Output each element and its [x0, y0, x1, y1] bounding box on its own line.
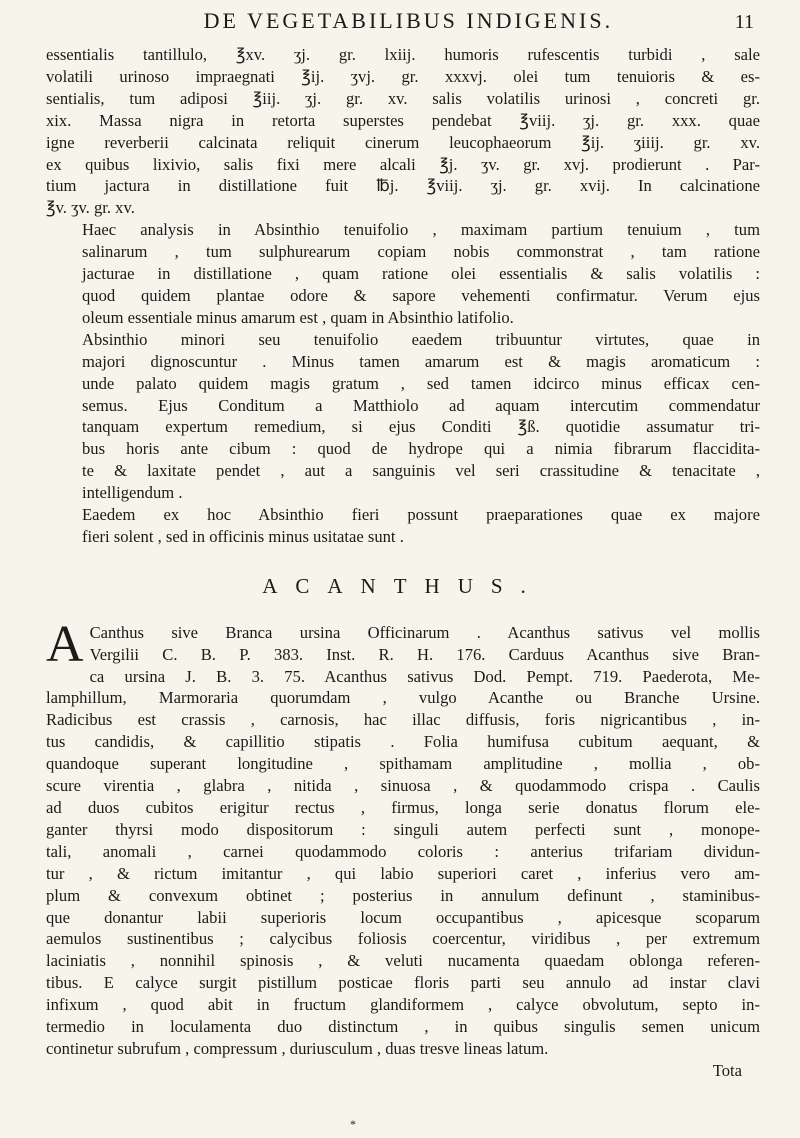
text-line: tur , & rictum imitantur , qui labio superiori caret , inferius vero am-: [46, 863, 760, 883]
section-heading-acanthus: ACANTHUS.: [262, 573, 544, 598]
text-line: ex quibus lixivio, salis fixi mere alcali ℥j. ʒv. gr. xvj. prodierunt . Par-: [46, 154, 760, 174]
text-line: quandoque superant longitudine , spithamam amplitudine , mollia , ob-: [46, 754, 760, 774]
text-line: continetur subrufum , compressum , duriusculum , duas tresve lineas latum.: [46, 1038, 549, 1058]
page-number: 11: [734, 11, 754, 33]
running-title: DE VEGETABILIBUS INDIGENIS.: [203, 8, 614, 33]
text-line: sentialis, tum adiposi ℥iij. ʒj. gr. xv. salis volatilis urinosi , concreti gr.: [46, 88, 760, 108]
text-line: que donantur labii superioris locum occupantibus , apicesque scoparum: [46, 907, 760, 927]
text-line: igne reverberii calcinata reliquit cinerum leucophaeorum ℥ij. ʒiiij. gr. xv.: [46, 132, 760, 152]
text-line: bus horis ante cibum : quod de hydrope qui a nimia fibrarum flaccidita-: [82, 439, 760, 459]
catchword: Tota: [712, 1060, 742, 1080]
text-line: ad duos cubitos erigitur rectus , firmus, longa serie donatus florum ele-: [46, 798, 760, 817]
paragraph-analysis-results: [46, 44, 760, 219]
text-line: scure virentia , glabra , nitida , sinuosa , & quodammodo crispa . Caulis: [46, 776, 760, 796]
text-line: fieri solent , sed in officinis minus usitatae sunt .: [82, 526, 404, 546]
text-line: ℥v. ʒv. gr. xv.: [46, 198, 135, 218]
text-line: tibus. E calyce surgit pistillum posticae floris parti seu annulo ad instar clavi: [46, 973, 760, 993]
text-line: termedio in loculamenta duo distinctum , in quibus singulis semen unicum: [46, 1017, 760, 1037]
text-line: Radicibus est crassis , carnosis, hac illac diffusis, foris nigricantibus , in-: [46, 710, 760, 730]
text-line: tus candidis, & capillitio stipatis . Folia humifusa cubitum aequant, &: [46, 732, 760, 752]
paragraph-analysis-summary: [46, 219, 760, 329]
text-line: volatili urinoso impraegnati ℥ij. ʒvj. gr. xxxvj. olei tum tenuioris & es-: [46, 66, 760, 86]
text-line: te & laxitate pendet , aut a sanguinis vel seri crassitudine & tenacitate ,: [82, 461, 760, 481]
text-line: Canthus sive Branca ursina Officinarum . Acanthus sativus vel mollis: [89, 622, 760, 642]
paragraph-preparations: [46, 504, 760, 548]
paragraph-acanthus-description: [46, 615, 760, 1060]
text-line: Haec analysis in Absinthio tenuifolio , maximam partium tenuium , tum: [82, 220, 760, 240]
text-line: oleum essentiale minus amarum est , quam in Absinthio latifolio.: [82, 307, 514, 327]
text-line: unde palato quidem magis gratum , sed tamen idcirco minus efficax cen-: [82, 373, 760, 393]
text-line: infixum , quod abit in fructum glandiformem , calyce obvolutum, septo in-: [46, 995, 760, 1015]
text-line: intelligendum .: [82, 483, 183, 503]
text-line: jacturae in distillatione , quam ratione olei essentialis & salis volatilis :: [82, 264, 760, 284]
page-body: [46, 44, 760, 1082]
text-line: tium jactura in distillatione fuit ℔j. ℥viij. ʒj. gr. xvij. In calcinatione: [46, 176, 760, 196]
signature-mark: *: [350, 1117, 356, 1131]
paragraph-virtues: [46, 329, 760, 504]
text-line: aemulos sustinentibus ; calycibus foliosis coercentur, viridibus , per extremum: [46, 929, 760, 949]
text-line: lamphillum, Marmoraria quorumdam , vulgo Acanthe ou Branche Ursine.: [46, 688, 760, 708]
text-line: ganter thyrsi modo dispositorum : singuli autem perfecti sunt , monope-: [46, 819, 760, 839]
text-line: plum & convexum obtinet ; posterius in annulum definunt , staminibus-: [46, 885, 760, 905]
drop-cap: A: [46, 615, 84, 673]
text-line: tanquam expertum remedium, si ejus Conditi ℥ß. quotidie assumatur tri-: [82, 417, 760, 437]
text-line: Vergilii C. B. P. 383. Inst. R. H. 176. Carduus Acanthus sive Bran-: [89, 644, 760, 664]
text-line: Absinthio minori seu tenuifolio eaedem tribuuntur virtutes, quae in: [82, 329, 760, 349]
text-line: quod quidem plantae odore & sapore vehementi confirmatur. Verum ejus: [82, 285, 760, 305]
text-line: ca ursina J. B. 3. 75. Acanthus sativus Dod. Pempt. 719. Paederota, Me-: [89, 666, 760, 686]
text-line: xix. Massa nigra in retorta superstes pendebat ℥viij. ʒj. gr. xxx. quae: [46, 110, 760, 130]
text-line: essentialis tantillulo, ℥xv. ʒj. gr. lxiij. humoris rufescentis turbidi , sale: [46, 45, 760, 64]
text-line: majori dignoscuntur . Minus tamen amarum est & magis aromaticum :: [82, 351, 760, 371]
running-head: [42, 0, 758, 34]
text-line: laciniatis , nonnihil spinosis , & veluti nucamenta quaedam oblonga referen-: [46, 951, 760, 971]
text-line: salinarum , tum sulphurearum copiam nobis commonstrat , tam ratione: [82, 242, 760, 262]
text-line: semus. Ejus Conditum a Matthiolo ad aquam intercutim commendatur: [82, 395, 760, 415]
text-line: tali, anomali , carnei quodammodo coloris : anterius trifariam dividun-: [46, 841, 760, 861]
text-line: Eaedem ex hoc Absinthio fieri possunt praeparationes quae ex majore: [82, 505, 760, 525]
